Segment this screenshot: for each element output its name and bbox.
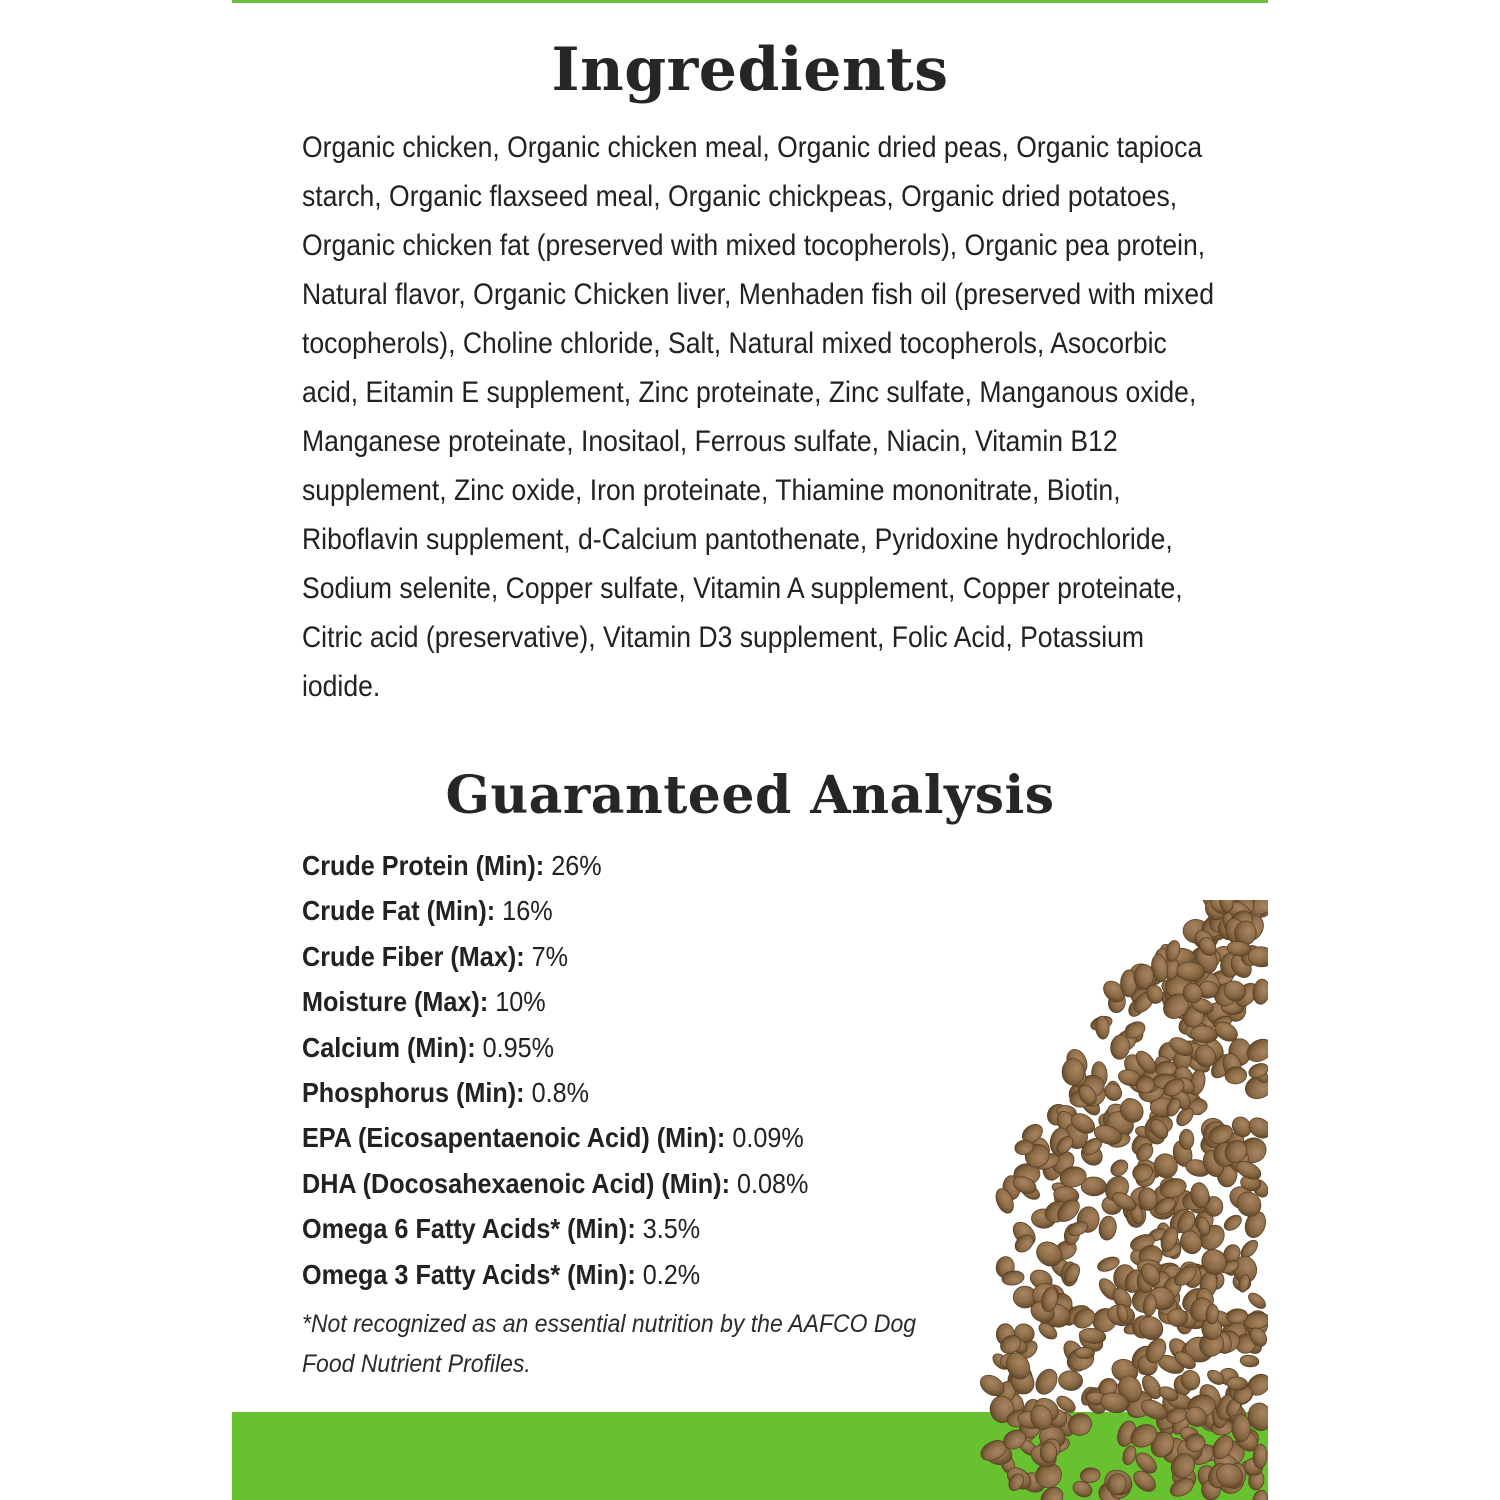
analysis-row-crude-fiber (302, 934, 950, 979)
analysis-value: 7% (531, 940, 569, 972)
analysis-value: 0.09% (732, 1122, 804, 1154)
analysis-value: 16% (502, 895, 553, 927)
analysis-row-crude-protein (302, 843, 950, 888)
analysis-row-omega-3 (302, 1252, 950, 1297)
analysis-row-dha (302, 1161, 950, 1206)
product-info-panel (232, 0, 1268, 1500)
analysis-row-omega-6 (302, 1206, 950, 1251)
aafco-footnote: *Not recognized as an essential nutrition by the AAFCO Dog Food Nutrient Profiles. (302, 1310, 917, 1378)
top-accent-bar (232, 0, 1268, 3)
analysis-label: Phosphorus (Min): (302, 1077, 525, 1109)
analysis-value: 10% (495, 986, 546, 1018)
kibble-pile-icon (972, 900, 1268, 1500)
analysis-value: 3.5% (642, 1213, 701, 1245)
ingredients-list: Organic chicken, Organic chicken meal, Organic dried peas, Organic tapioca starch, Organic flaxseed meal, Organic chickpeas, Organic dried potatoes, Organic chicken fat (preserved with mixed tocopherols), Organic pea protein, Natural flavor, Organic Chicken liver, Menhaden fish oil (preserved with mixed tocopherols), Choline chloride, Salt, Natural mixed tocopherols, Asocorbic acid, Eitamin E supplement, Zinc proteinate, Zinc sulfate, Manganous oxide, Manganese proteinate, Inositaol, Ferrous sulfate, Niacin, Vitamin B12 supplement, Zinc oxide, Iron proteinate, Thiamine mononitrate, Biotin, Riboflavin supplement, d-Calcium pantothenate, Pyridoxine hydrochloride, Sodium selenite, Copper sulfate, Vitamin A supplement, Copper proteinate, Citric acid (preservative), Vitamin D3 supplement, Folic Acid, Potassium iodide. (302, 131, 1214, 703)
analysis-label: Omega 3 Fatty Acids* (Min): (302, 1258, 636, 1290)
analysis-label: Omega 6 Fatty Acids* (Min): (302, 1213, 636, 1245)
analysis-row-calcium (302, 1025, 950, 1070)
analysis-value: 0.2% (642, 1258, 701, 1290)
analysis-label: Moisture (Max): (302, 986, 489, 1018)
analysis-label: Calcium (Min): (302, 1031, 476, 1063)
analysis-label: Crude Fiber (Max): (302, 940, 525, 972)
guaranteed-analysis-title: Guaranteed Analysis (445, 765, 1055, 826)
guaranteed-analysis-list (302, 843, 950, 1297)
analysis-label: DHA (Docosahexaenoic Acid) (Min): (302, 1167, 730, 1199)
analysis-row-moisture (302, 979, 950, 1024)
analysis-row-crude-fat (302, 888, 950, 933)
analysis-value: 0.8% (531, 1077, 590, 1109)
analysis-label: Crude Protein (Min): (302, 850, 545, 881)
analysis-value: 0.08% (736, 1167, 809, 1199)
ingredients-title: Ingredients (551, 35, 949, 105)
analysis-row-phosphorus (302, 1070, 950, 1115)
analysis-value: 26% (551, 850, 602, 881)
analysis-label: EPA (Eicosapentaenoic Acid) (Min): (302, 1122, 726, 1154)
analysis-value: 0.95% (482, 1031, 555, 1063)
analysis-row-epa (302, 1115, 950, 1160)
analysis-label: Crude Fat (Min): (302, 895, 496, 927)
